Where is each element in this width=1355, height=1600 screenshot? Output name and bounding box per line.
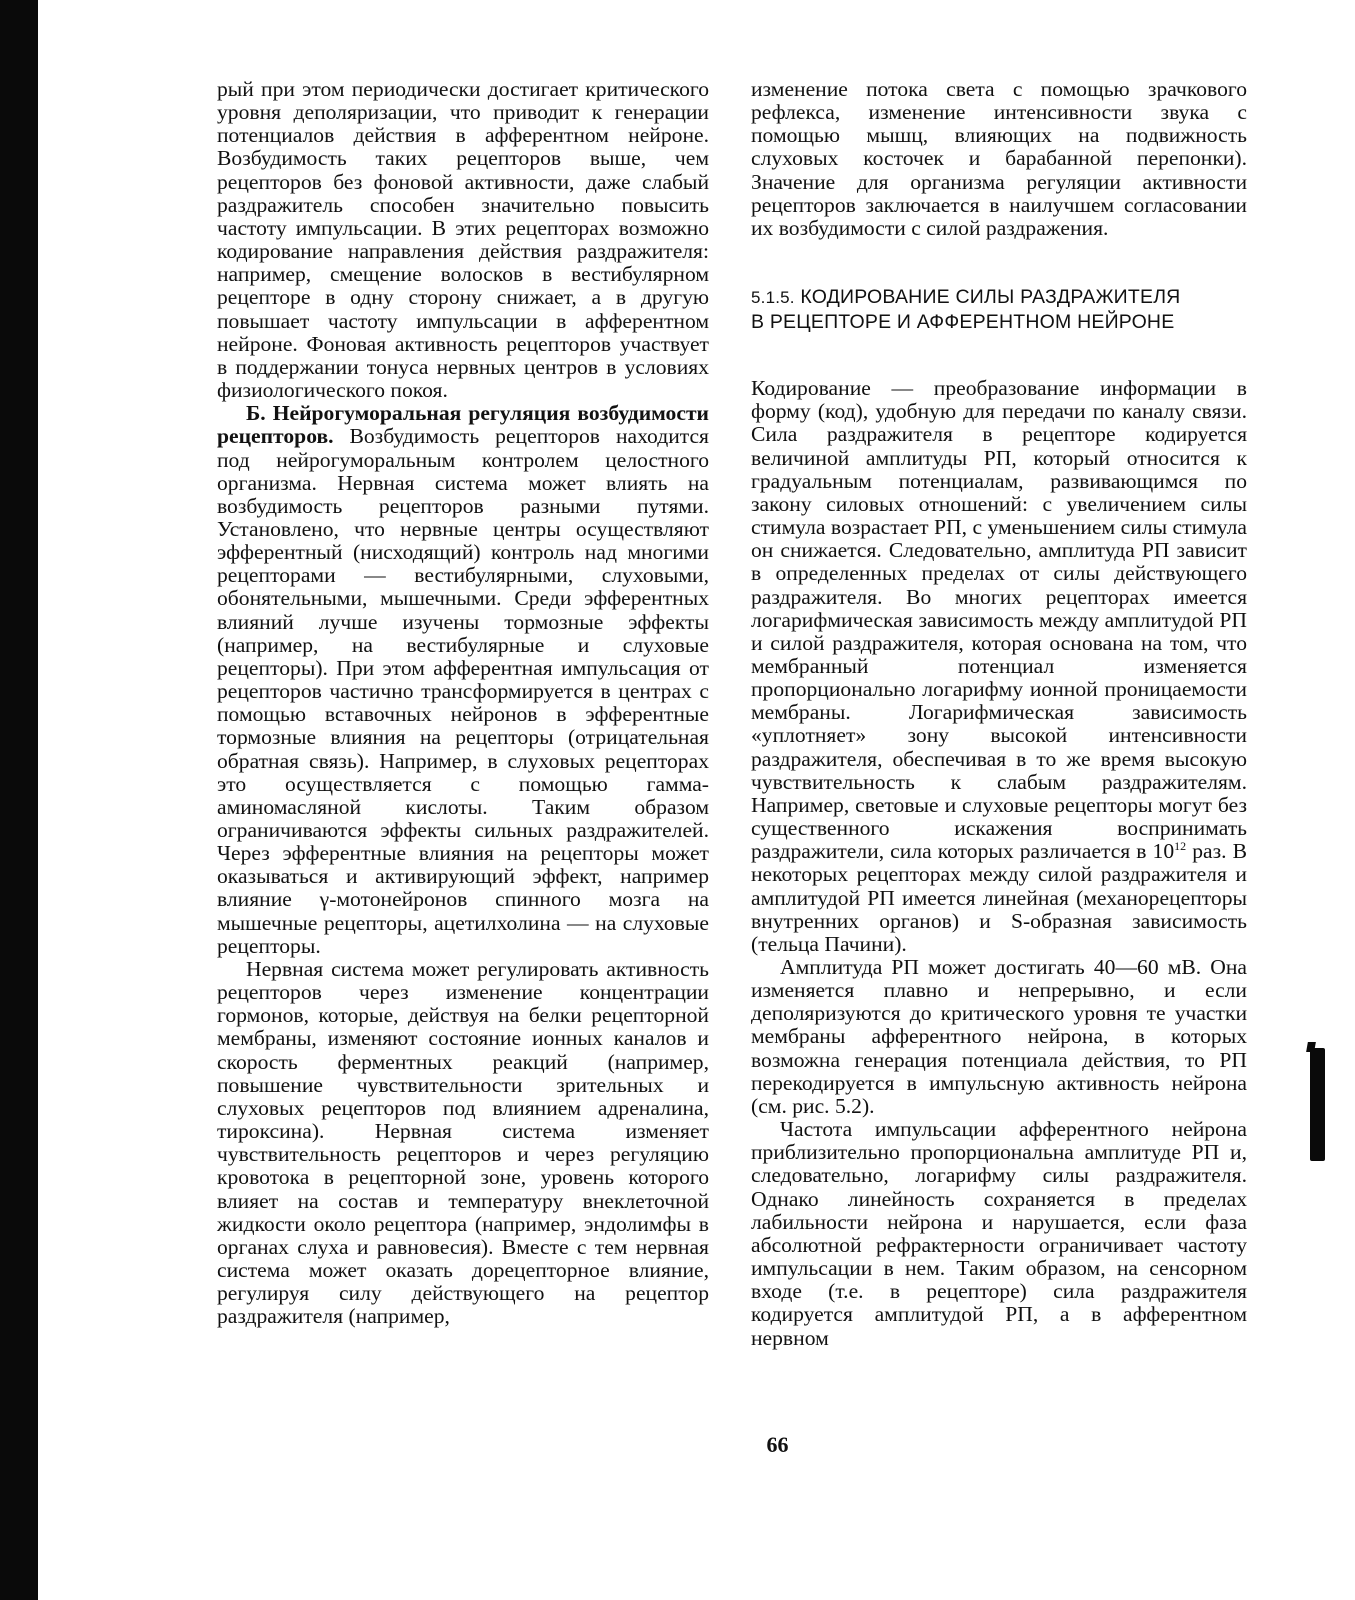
section-heading-line1: КОДИРОВАНИЕ СИЛЫ РАЗДРАЖИТЕЛЯ <box>800 286 1181 309</box>
paragraph: Частота импульсации афферентного нейрона приблизительно пропорциональна амплитуде РП и, следовательно, логарифму силы раздражителя. Однако линейность сохраняется в пределах лабильности нейрона и нарушается, если фаза абсолютной рефрактерности ограничивает частоту импульсации в нем. Таким образом, на сенсорном входе (т.е. в рецепторе) сила раздражителя кодируется амплитудой РП, а в афферентном нервном <box>751 1117 1247 1350</box>
section-term: Б. Нейрогуморальная регуляция возбудимости рецепторов. <box>217 401 709 449</box>
paragraph-text: раз. В некоторых рецепторах между силой раздражителя и амплитудой РП имеется линейная (механорецепторы внутренних органов) и S-образная зависимость (тельца Пачини). <box>751 839 1247 956</box>
paragraph-text: Возбудимость рецепторов находится под нейрогуморальным контролем целостного организма. Нервная система может влиять на возбудимость рецепторов разными путями. Установлено, что нервные центры осуществляют эфферентный (нисходящий) контроль над многими рецепторами — вестибулярными, слуховыми, обонятельными, мышечными. Среди эфферентных влияний лучше изучены тормозные эффекты (например, на вестибулярные и слуховые рецепторы). При этом афферентная импульсация от рецепторов частично трансформируется в центрах с помощью вставочных нейронов в эфферентные тормозные влияния на рецепторы (отрицательная обратная связь). Например, в слуховых рецепторах это осуществляется с помощью гамма-аминомасляной кислоты. Таким образом ограничиваются эффекты сильных раздражителей. Через эфферентные влияния на рецепторы может оказываться и активирующий эффект, например влияние γ-мотонейронов спинного мозга на мышечные рецепторы, ацетилхолина — на слуховые рецепторы. <box>217 424 709 958</box>
paragraph-text: Кодирование — преобразование информации в форму (код), удобную для передачи по каналу связи. Сила раздражителя в рецепторе кодируется величиной амплитуды РП, который относится к градуальным потенциалам, развивающимся по закону силовых отношений: с увеличением силы стимула возрастает РП, с уменьшением силы стимула он снижается. Следовательно, амплитуда РП зависит в определенных пределах от силы действующего раздражителя. Во многих рецепторах имеется логарифмическая зависимость между амплитудой РП и силой раздражителя, которая основана на том, что мембранный потенциал изменяется пропорционально логарифму ионной проницаемости мембраны. Логарифмическая зависимость «уплотняет» зону высокой интенсивности раздражителя, обеспечивая в то же время высокую чувствительность к слабым раздражителям. Например, световые и слуховые рецепторы могут без существенного искажения воспринимать раздражители, сила которых различается в 10 <box>751 376 1247 864</box>
paragraph: Нервная система может регулировать активность рецепторов через изменение концентрации гормонов, которые, действуя на белки рецепторной мембраны, изменяют состояние ионных каналов и скорость ферментных реакций (например, повышение чувствительности зрительных и слуховых рецепторов под влиянием адреналина, тироксина). Нервная система изменяет чувствительность рецепторов и через регуляцию кровотока в рецепторной зоне, уровень которого влияет на состав и температуру внеклеточной жидкости около рецептора (например, эндолимфы в органах слуха и равновесия). Вместе с тем нервная система может оказать дорецепторное влияние, регулируя силу действующего на рецептор раздражителя (например, <box>217 956 709 1329</box>
page-number: 66 <box>766 1432 789 1457</box>
paragraph: Амплитуда РП может достигать 40—60 мВ. Она изменяется плавно и непрерывно, и если деполяризуются до критического уровня те участки мембраны афферентного нейрона, в которых возможна генерация потенциала действия, то РП перекодируется в импульсную активность нейрона (см. рис. 5.2). <box>751 955 1247 1118</box>
superscript: 12 <box>1174 839 1187 854</box>
left-text-column <box>217 78 709 1328</box>
section-heading <box>751 285 1247 335</box>
paragraph <box>217 402 709 958</box>
right-text-column <box>751 78 1247 1350</box>
paragraph: изменение потока света с помощью зрачкового рефлекса, изменение интенсивности звука с помощью мышц, влияющих на подвижность слуховых косточек и барабанной перепонки). Значение для организма регуляции активности рецепторов заключается в наилучшем согласовании их возбудимости с силой раздражения. <box>751 77 1247 240</box>
section-heading-line2: В РЕЦЕПТОРЕ И АФФЕРЕНТНОМ НЕЙРОНЕ <box>751 311 1175 334</box>
page-edge-mark <box>1310 1048 1325 1161</box>
section-number: 5.1.5. <box>751 288 795 308</box>
paragraph <box>751 377 1247 956</box>
page-spine-shadow <box>0 0 38 1600</box>
paragraph: рый при этом периодически достигает критического уровня деполяризации, что приводит к генерации потенциалов действия в афферентном нейроне. Возбудимость таких рецепторов выше, чем рецепторов без фоновой активности, даже слабый раздражитель способен значительно повысить частоту импульсации. В этих рецепторах возможно кодирование направления действия раздражителя: например, смещение волосков в вестибулярном рецепторе в одну сторону снижает, а в другую повышает частоту импульсации в афферентном нейроне. Фоновая активность рецепторов участвует в поддержании тонуса нервных центров в условиях физиологического покоя. <box>217 77 709 403</box>
